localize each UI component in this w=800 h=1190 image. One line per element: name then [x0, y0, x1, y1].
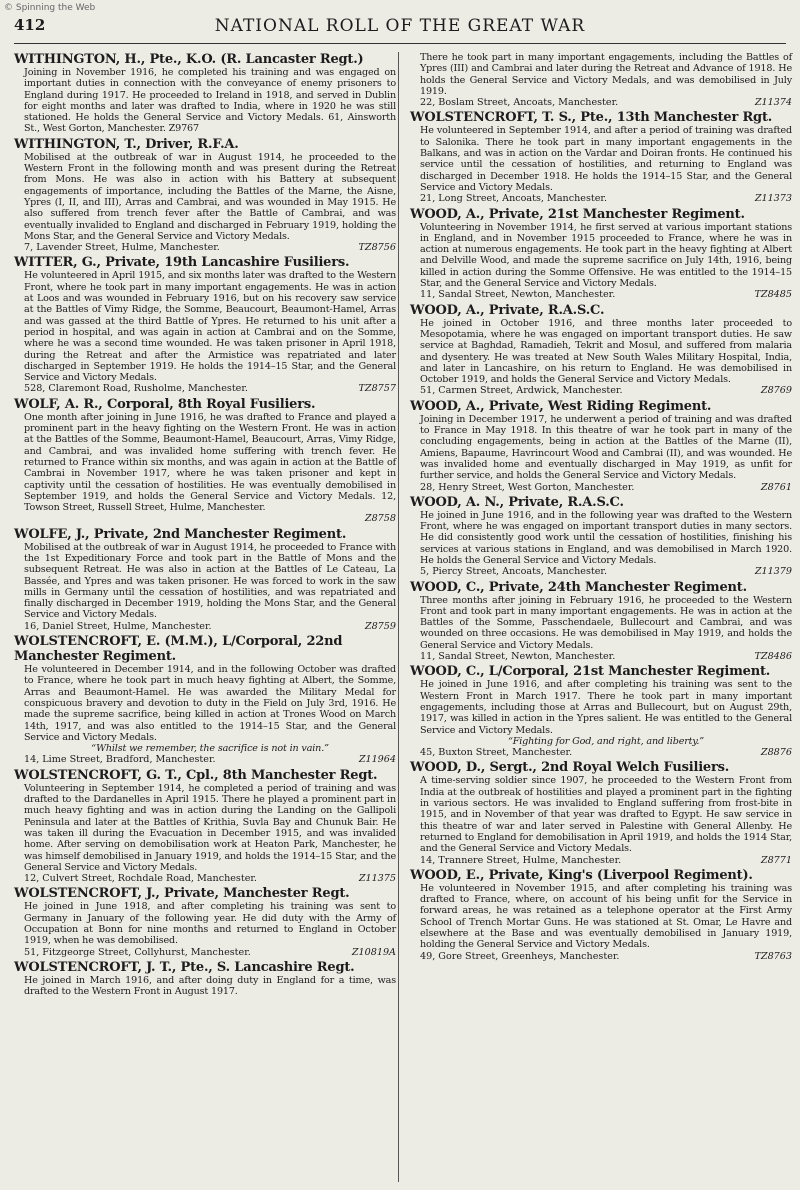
roll-entry: [410, 52, 792, 108]
entry-body: [410, 52, 792, 97]
entry-text: Mobilised at the outbreak of war in August 1914, he proceeded to France with the 1st Expeditionary Force and took part in the Battle of Mons and the subsequent Retreat. He was also in action at the Battles of Le Cateau, La Bassée, and Ypres and was taken prisoner. He was forced to work in the saw mills in Germany until the cessation of hostilities, and was repatriated and finally discharged in December 1919, holding the Mons Star, and the General Service and Victory Medals.: [24, 541, 396, 621]
entry-heading: WOLSTENCROFT, T. S., Pte., 13th Manchester Rgt.: [410, 110, 773, 126]
entry-address: 11, Sandal Street, Newton, Manchester.: [420, 651, 616, 663]
entry-address: 14, Trannere Street, Hulme, Manchester.: [420, 854, 622, 866]
entry-address: 12, Culvert Street, Rochdale Road, Manchester.: [24, 873, 257, 885]
entry-reference-code: TZ8486: [754, 651, 792, 663]
entry-body: [14, 542, 396, 621]
entry-heading: WOLSTENCROFT, J. T., Pte., S. Lancashire Regt.: [14, 959, 355, 975]
roll-entry: [410, 303, 792, 397]
entry-heading: WITTER, G., Private, 19th Lancashire Fusiliers.: [14, 255, 350, 271]
entry-body: [14, 901, 396, 946]
entry-address-line: [14, 754, 396, 765]
entry-body: [410, 125, 792, 193]
roll-entry: [410, 760, 792, 865]
entry-reference-code: Z11373: [754, 193, 792, 205]
entry-address-line: [14, 873, 396, 884]
entry-body: [410, 595, 792, 651]
entry-text: One month after joining in June 1916, he was drafted to France and played a prominent part in the heavy fighting on the Western Front. He was in action at the Battles of the Somme, Beaumont-Hamel, Beaucourt, Arras, Vimy Ridge, and Cambrai, and was invalided home suffering with trench fever. He returned to France within six months, and was again in action at the Battle of Cambrai in November 1917, where he was taken prisoner and kept in captivity until the cessation of hostilities. He was eventually demobilised in September 1919, and holds the General Service and Victory Medals. 12, Towson Street, Russell Street, Hulme, Manchester.: [24, 411, 396, 514]
entry-body: [14, 270, 396, 383]
entry-heading: WOOD, D., Sergt., 2nd Royal Welch Fusiliers.: [410, 760, 730, 776]
entry-text: Volunteering in September 1914, he completed a period of training and was drafted to the Dardanelles in April 1915. There he played a prominent part in much heavy fighting and was in action during the Landing on the Gallipoli Peninsula and later at the Battles of Krithia, Suvla Bay and Chunuk Bair. He was taken ill during the Evacuation in December 1915, and was invalided home. After serving on demobilisation work at Heaton Park, Manchester, he was himself demobilised in January 1919, and holds the 1914–15 Star, and the General Service and Victory Medals.: [24, 782, 396, 873]
entry-address-line: [410, 651, 792, 662]
entry-heading: WITHINGTON, T., Driver, R.F.A.: [14, 136, 239, 152]
entry-reference-code: Z11374: [754, 97, 792, 109]
entry-body: [14, 67, 396, 135]
header-rule: [14, 43, 786, 44]
roll-entry: [410, 664, 792, 758]
roll-entry: [14, 768, 396, 885]
entry-address: 51, Fitzgeorge Street, Collyhurst, Manchester.: [24, 946, 251, 958]
entry-heading: WOOD, E., Private, King's (Liverpool Regiment).: [410, 867, 753, 883]
entry-address: 28, Henry Street, West Gorton, Manchester.: [420, 481, 635, 493]
entry-address-line: [410, 951, 792, 962]
roll-entry: [14, 634, 396, 766]
entry-body: [410, 414, 792, 482]
watermark: © Spinning the Web: [4, 3, 96, 13]
entry-reference-code: TZ8756: [358, 242, 396, 254]
left-column: [14, 52, 396, 999]
entry-text: He joined in March 1916, and after doing duty in England for a time, was drafted to the Western Front in August 1917.: [24, 974, 396, 998]
roll-entry: [14, 137, 396, 254]
entry-body: [14, 783, 396, 873]
roll-entry: [14, 397, 396, 525]
entry-address-line: [410, 855, 792, 866]
entry-reference-code: TZ8757: [358, 383, 396, 395]
entry-address-line: [410, 385, 792, 396]
entry-address: 51, Carmen Street, Ardwick, Manchester.: [420, 385, 623, 397]
entry-text: He volunteered in September 1914, and after a period of training was drafted to Salonika. There he took part in many important engagements in the Balkans, and was in action on the Vardar and Doiran fronts. He continued his service until the cessation of hostilities, and returning to England was discharged in December 1918. He holds the 1914–15 Star, and the General Service and Victory Medals.: [420, 125, 792, 193]
entry-text: He joined in June 1916, and after completing his training was sent to the Western Front in March 1917. There he took part in many important engagements, including those at Arras and Bullecourt, but on August 29th, 1917, was killed in action in the Ypres salient. He was entitled to the General Service and Victory Medals.: [420, 679, 792, 736]
entry-address: 7, Lavender Street, Hulme, Manchester.: [24, 242, 220, 254]
entry-heading: WOOD, A., Private, R.A.S.C.: [410, 302, 605, 318]
entry-body: [410, 775, 792, 854]
page-number: 412: [14, 16, 46, 34]
entry-reference-code: Z8758: [364, 513, 396, 525]
entry-address-line: [14, 513, 396, 524]
entry-address: 49, Gore Street, Greenheys, Manchester.: [420, 950, 620, 962]
entry-text: He volunteered in November 1915, and after completing his training was drafted to France, where, on account of his being unfit for the Service in forward areas, he was retained as a telephone operator at the First Army School of Trench Mortar Guns. He was stationed at St. Omar, Le Havre and elsewhere at the Base and was eventually demobilised in January 1919, holding the General Service and Victory Medals.: [420, 882, 792, 951]
entry-address: 45, Buxton Street, Manchester.: [420, 747, 573, 759]
column-divider: [398, 52, 399, 1182]
entry-body: [410, 883, 792, 951]
entry-text: He joined in October 1916, and three months later proceeded to Mesopotamia, where he was engaged on important transport duties. He saw service at Baghdad, Ramadieh, Tekrit and Mosul, and suffered from malaria and dysentery. He was treated at New South Wales Military Hospital, India, and later in Lancashire, on his return to England. He was demobilised in October 1919, and holds the General Service and Victory Medals.: [420, 317, 792, 386]
entry-heading: WOLSTENCROFT, J., Private, Manchester Regt.: [14, 886, 350, 902]
entry-text: He joined in June 1916, and in the following year was drafted to the Western Front, where he was engaged on important transport duties in many sectors. He did consistently good work until the cessation of hostilities, finishing his services at various stations in England, and was demobilised in March 1920. He holds the General Service and Victory Medals.: [420, 509, 792, 566]
roll-entry: [14, 52, 396, 135]
entry-text: A time-serving soldier since 1907, he proceeded to the Western Front from India at the outbreak of hostilities and played a prominent part in the fighting in various sectors. He was invalided to England suffering from frost-bite in 1915, and in November of that year was drafted to Egypt. He saw service in this theatre of war and later served in Palestine with General Allenby. He returned to England for demobilisation in April 1919, and holds the 1914 Star, and the General Service and Victory Medals.: [420, 775, 792, 855]
entry-heading: WOOD, A. N., Private, R.A.S.C.: [410, 494, 624, 510]
entry-address-line: [410, 482, 792, 493]
entry-reference-code: TZ8485: [754, 289, 792, 301]
roll-entry: [410, 110, 792, 204]
entry-heading: WOOD, C., Private, 24th Manchester Regiment.: [410, 579, 747, 595]
entry-reference-code: Z8771: [760, 854, 792, 866]
roll-entry: [410, 207, 792, 301]
entry-reference-code: Z11375: [358, 873, 396, 885]
entry-quote: “Fighting for God, and right, and liberty.”: [507, 735, 705, 747]
entry-text: Three months after joining in February 1916, he proceeded to the Western Front and took part in many important engagements. He was in action at the Battles of the Somme, Passchendaele, Bullecourt and Cambrai, and was wounded on three occasions. He was demobilised in May 1919, and holds the General Service and Victory Medals.: [420, 594, 792, 651]
entry-reference-code: Z8759: [364, 620, 396, 632]
entry-heading: WOLSTENCROFT, E. (M.M.), L/Corporal, 22nd Manchester Regiment.: [14, 634, 343, 665]
entry-address-line: [410, 747, 792, 758]
entry-heading: WOLF, A. R., Corporal, 8th Royal Fusiliers.: [14, 396, 316, 412]
entry-address-line: [14, 383, 396, 394]
entry-heading: WOOD, A., Private, 21st Manchester Regiment.: [410, 206, 745, 222]
entry-address: 14, Lime Street, Bradford, Manchester.: [24, 754, 216, 766]
entry-heading: WOLSTENCROFT, G. T., Cpl., 8th Manchester Regt.: [14, 767, 378, 783]
roll-entry: [410, 495, 792, 578]
roll-entry: [14, 527, 396, 632]
entry-reference-code: TZ8763: [754, 950, 792, 962]
entry-heading: WOLFE, J., Private, 2nd Manchester Regiment.: [14, 526, 347, 542]
entry-body: [14, 412, 396, 514]
entry-text: Joining in December 1917, he underwent a period of training and was drafted to France in May 1918. In this theatre of war he took part in many of the concluding engagements, being in action at the Battles of the Marne (II), Amiens, Bapaume, Havrincourt Wood and Cambrai (II), and was wounded. He was invalided home and eventually discharged in May 1919, as unfit for further service, and holds the General Service and Victory Medals.: [420, 413, 792, 482]
entry-address-line: [410, 566, 792, 577]
entry-address: 528, Claremont Road, Rusholme, Manchester.: [24, 383, 248, 395]
entry-address: 5, Piercy Street, Ancoats, Manchester.: [420, 566, 607, 578]
entry-address-line: [410, 289, 792, 300]
entry-address-line: [410, 193, 792, 204]
entry-address: 21, Long Street, Ancoats, Manchester.: [420, 193, 607, 205]
entry-text: There he took part in many important engagements, including the Battles of Ypres (III) and Cambrai and later during the Retreat and Advance of 1918. He holds the General Service and Victory Medals, and was demobilised in July 1919.: [420, 52, 792, 97]
entry-address-line: [410, 97, 792, 108]
entry-body: [14, 152, 396, 242]
entry-body: [410, 679, 792, 747]
entry-body: [410, 318, 792, 386]
entry-address: 22, Boslam Street, Ancoats, Manchester.: [420, 97, 619, 109]
page-header: [0, 14, 800, 44]
entry-heading: WOOD, A., Private, West Riding Regiment.: [410, 398, 712, 414]
entry-text: Joining in November 1916, he completed his training and was engaged on important duties in connection with the conveyance of enemy prisoners to England during 1917. He proceeded to Ireland in 1918, and served in Dublin for eight months and later was drafted to India, where in 1920 he was still stationed. He holds the General Service and Victory Medals. 61, Ainsworth St., West Gorton, Manchester. Z9767: [24, 67, 396, 135]
entry-reference-code: Z8876: [760, 747, 792, 759]
entry-heading: WOOD, C., L/Corporal, 21st Manchester Regiment.: [410, 664, 771, 680]
roll-entry: [14, 255, 396, 394]
entry-body: [410, 510, 792, 566]
entry-reference-code: Z11964: [358, 754, 396, 766]
entry-address-line: [14, 947, 396, 958]
entry-reference-code: Z10819A: [351, 946, 396, 958]
entry-body: [410, 222, 792, 290]
right-column: [410, 52, 792, 964]
entry-text: He volunteered in December 1914, and in the following October was drafted to France, where he took part in much heavy fighting at Albert, the Somme, Arras and Beaumont-Hamel. He was awarded the Military Medal for conspicuous bravery and devotion to duty in the Field on July 3rd, 1916. He made the supreme sacrifice, being killed in action at Trones Wood on March 14th, 1917, and was also entitled to the 1914–15 Star, and the General Service and Victory Medals.: [24, 664, 396, 743]
entry-address: 16, Daniel Street, Hulme, Manchester.: [24, 620, 212, 632]
entry-body: [14, 664, 396, 754]
roll-entry: [410, 580, 792, 663]
entry-reference-code: Z8761: [760, 481, 792, 493]
roll-entry: [14, 886, 396, 957]
roll-entry: [14, 960, 396, 998]
entry-reference-code: Z11379: [754, 566, 792, 578]
entry-address: 11, Sandal Street, Newton, Manchester.: [420, 289, 616, 301]
roll-entry: [410, 868, 792, 962]
entry-quote: “Whilst we remember, the sacrifice is not in vain.”: [91, 743, 329, 755]
page-title: NATIONAL ROLL OF THE GREAT WAR: [214, 16, 586, 36]
entry-heading: WITHINGTON, H., Pte., K.O. (R. Lancaster Regt.): [14, 52, 364, 67]
entry-text: Volunteering in November 1914, he first served at various important stations in England, and in November 1915 proceeded to France, where he was in action at numerous engagements. He took part in the heavy fighting at Albert and Delville Wood, and made the supreme sacrifice on July 14th, 1916, being killed in action during the Somme Offensive. He was entitled to the 1914–15 Star, and the General Service and Victory Medals.: [420, 221, 792, 290]
roll-entry: [410, 399, 792, 493]
entry-text: Mobilised at the outbreak of war in August 1914, he proceeded to the Western Front in the following month and was present during the Retreat from Mons. He was also in action with his Battery at subsequent engagements of importance, including the Battles of the Marne, the Aisne, Ypres (I, II, and III), Arras and Cambrai, and was wounded in May 1915. He also suffered from trench fever after the Battle of Cambrai, and was eventually invalided to England and discharged in February 1919, holding the Mons Star, and the General Service and Victory Medals.: [24, 151, 396, 242]
entry-reference-code: Z8769: [760, 385, 792, 397]
entry-address-line: [14, 621, 396, 632]
entry-text: He volunteered in April 1915, and six months later was drafted to the Western Front, where he took part in many important engagements. He was in action at Loos and was wounded in February 1916, but on his recovery saw service at the Battles of Vimy Ridge, the Somme, Beaucourt, Beaumont-Hamel, Arras and was gassed at the third Battle of Ypres. He returned to his unit after a period in hospital, and was again in action at Cambrai and on the Somme, where he was a second time wounded. He was taken prisoner in April 1918, during the Retreat and after the Armistice was repatriated and later discharged in September 1919. He holds the 1914–15 Star, and the General Service and Victory Medals.: [24, 270, 396, 384]
entry-address-line: [14, 242, 396, 253]
entry-body: [14, 975, 396, 998]
entry-text: He joined in June 1918, and after completing his training was sent to Germany in January of the following year. He did duty with the Army of Occupation at Bonn for nine months and returned to England in October 1919, when he was demobilised.: [24, 901, 396, 947]
